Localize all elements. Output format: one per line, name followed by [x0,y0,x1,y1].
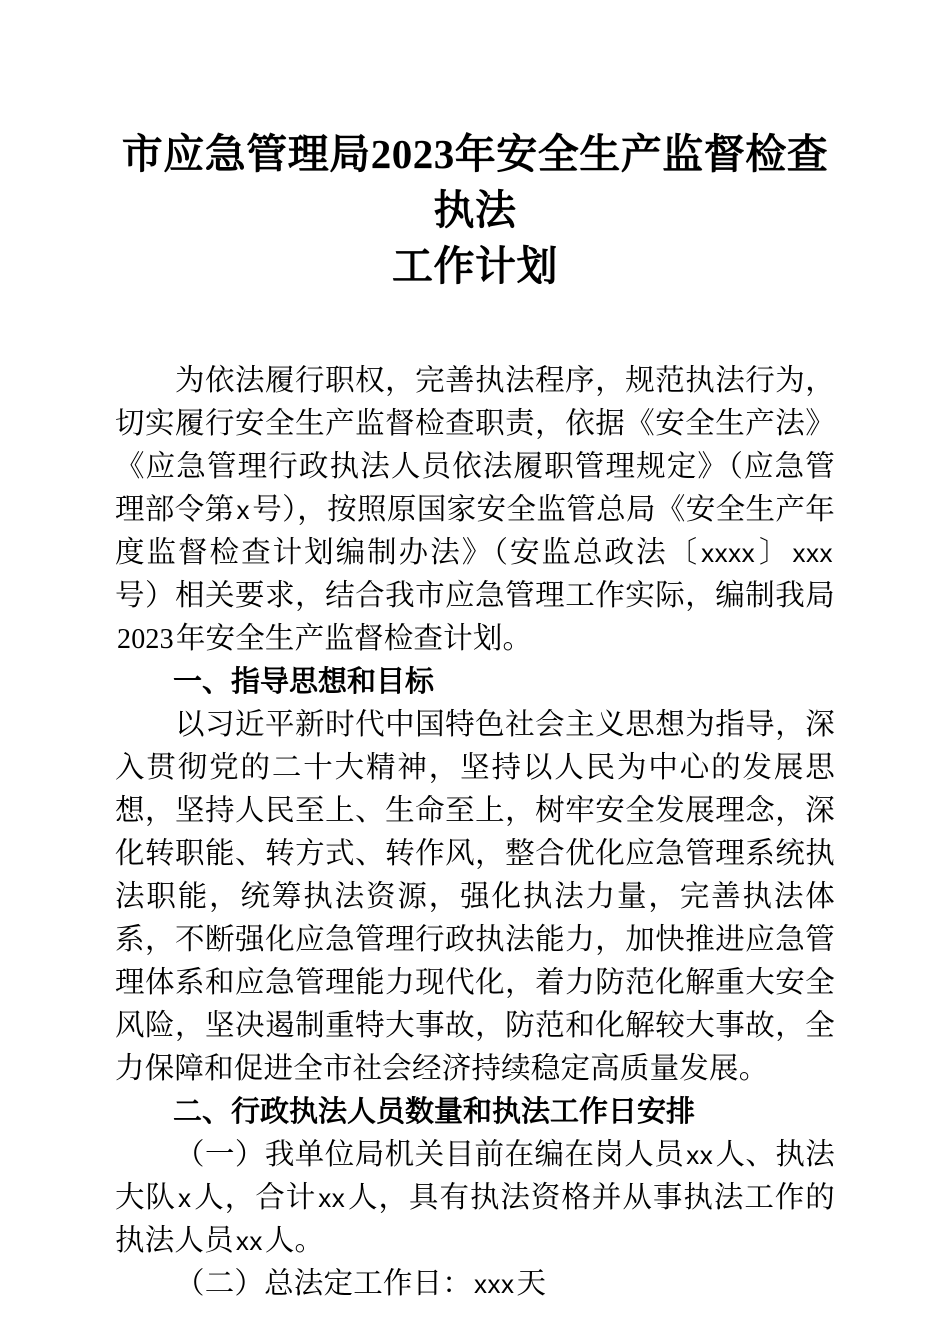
section-heading-two: 二、行政执法人员数量和执法工作日安排 [173,1096,696,1128]
item-two-paragraph [115,1263,835,1306]
document-body [115,0,835,1306]
page-title [115,0,835,294]
item-one-placeholder-staff-count: xx [686,1140,714,1170]
section-one-body-paragraph: 以习近平新时代中国特色社会主义思想为指导，深入贯彻党的二十大精神，坚持以人民为中心的发展思想，坚持人民至上、生命至上，树牢安全发展理念，深化转职能、转方式、转作风，整合优化应急管理系统执法职能，统筹执法资源，强化执法力量，完善执法体系，不断强化应急管理行政执法能力，加快推进应急管理体系和应急管理能力现代化，着力防范化解重大安全风险，坚决遏制重特大事故，防范和化解较大事故，全力保障和促进全市社会经济持续稳定高质量发展。 [115,709,835,1085]
item-one-text-part-1: （一）我单位局机关目前在编在岗人员 [175,1139,685,1171]
intro-text-part-1: 为依法履行职权，完善执法程序，规范执法行为，切实履行安全生产监督检查职责，依据《安全生产法》《应急管理行政执法人员依法履职管理规定》（应急管理部令第 [115,365,835,526]
item-two-text-part-1: （二）总法定工作日： [175,1268,473,1300]
intro-placeholder-doc-number: xxx [792,538,833,568]
page-title-line-2: 工作计划 [392,243,558,289]
intro-text-part-4: 号）相关要求，结合我市应急管理工作实际，编制我局 [115,580,835,612]
intro-text-part-2: 号），按照原国家安全监管总局《安全生产年度监督检查计划编制办法》（安监总政法〔 [115,494,835,569]
item-one-placeholder-total-count: xx [318,1183,346,1213]
intro-text-part-5: 年安全生产监督检查计划。 [175,623,533,655]
item-one-text-part-5: 人。 [264,1225,325,1257]
item-one-placeholder-brigade-count: x [177,1183,192,1213]
intro-text-part-3: 〕 [757,537,791,569]
intro-placeholder-year: xxxx [701,538,756,568]
item-one-text-part-4: 人，具有执法资格并从事执法工作的执法人员 [115,1182,835,1257]
intro-placeholder-order-number: x [236,495,251,525]
page-title-line-1: 市应急管理局2023年安全生产监督检查执法 [121,131,829,233]
item-two-text-part-2: 天 [516,1268,547,1300]
item-one-text-part-2: 人、执法大队 [115,1139,835,1214]
intro-year-2023: 2023 [117,624,174,655]
section-heading-one: 一、指导思想和目标 [173,666,435,698]
item-two-placeholder-workdays: xxx [474,1269,515,1299]
intro-paragraph [115,294,835,661]
item-one-paragraph [115,1134,835,1263]
item-one-placeholder-qualified-count: xx [235,1226,263,1256]
item-one-text-part-3: 人，合计 [193,1182,317,1214]
